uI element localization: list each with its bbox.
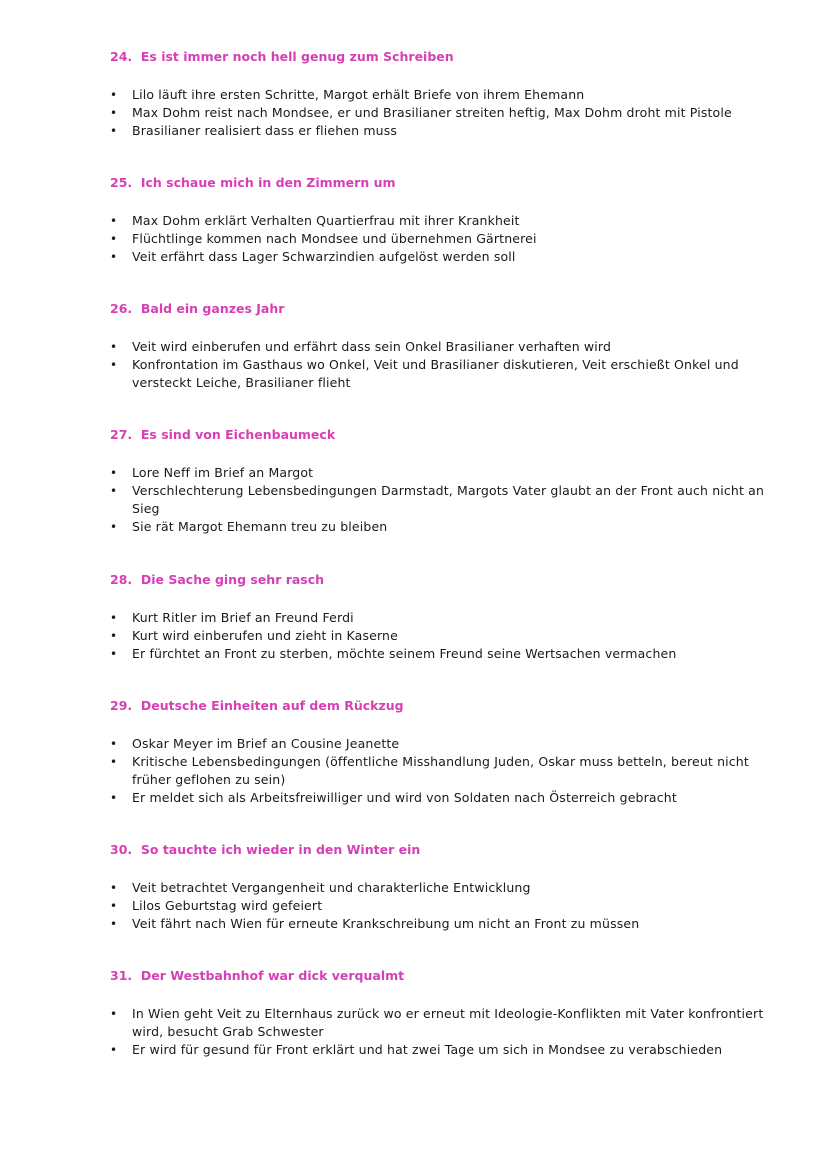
list-item xyxy=(110,879,772,897)
chapter-number: 26. xyxy=(110,301,133,316)
bullet-icon: • xyxy=(110,755,118,769)
bullet-text: Lore Neff im Brief an Margot xyxy=(132,465,314,480)
list-item xyxy=(110,248,772,266)
bullet-icon: • xyxy=(110,1043,118,1057)
chapter-number: 29. xyxy=(110,698,133,713)
chapter-28 xyxy=(110,572,770,663)
list-item xyxy=(110,645,772,663)
list-item xyxy=(110,915,772,933)
bullet-text: Er fürchtet an Front zu sterben, möchte seinem Freund seine Wertsachen vermachen xyxy=(132,646,677,661)
chapter-number: 25. xyxy=(110,175,133,190)
bullet-text: Kurt wird einberufen und zieht in Kaserne xyxy=(132,628,398,643)
list-item xyxy=(110,518,772,536)
chapter-31 xyxy=(110,968,770,1059)
list-item xyxy=(110,897,772,915)
bullet-icon: • xyxy=(110,791,118,805)
bullet-icon: • xyxy=(110,917,118,931)
bullet-list xyxy=(110,735,770,807)
bullet-text: Sie rät Margot Ehemann treu zu bleiben xyxy=(132,519,388,534)
bullet-text: Max Dohm reist nach Mondsee, er und Brasilianer streiten heftig, Max Dohm droht mit Pistole xyxy=(132,105,732,120)
bullet-icon: • xyxy=(110,899,118,913)
bullet-icon: • xyxy=(110,124,118,138)
bullet-icon: • xyxy=(110,484,118,498)
bullet-icon: • xyxy=(110,106,118,120)
list-item xyxy=(110,86,772,104)
list-item xyxy=(110,735,772,753)
chapter-title xyxy=(110,842,770,858)
chapter-title-text: Deutsche Einheiten auf dem Rückzug xyxy=(140,698,404,713)
bullet-list xyxy=(110,464,770,536)
list-item xyxy=(110,338,772,356)
chapter-27 xyxy=(110,427,770,536)
chapter-30 xyxy=(110,842,770,933)
chapter-title-text: Bald ein ganzes Jahr xyxy=(140,301,285,316)
bullet-text: Veit erfährt dass Lager Schwarzindien aufgelöst werden soll xyxy=(132,249,516,264)
chapter-number: 30. xyxy=(110,842,133,857)
chapter-number: 24. xyxy=(110,49,133,64)
list-item xyxy=(110,753,772,789)
list-item xyxy=(110,104,772,122)
bullet-text: Er meldet sich als Arbeitsfreiwilliger und wird von Soldaten nach Österreich gebracht xyxy=(132,790,677,805)
bullet-text: Brasilianer realisiert dass er fliehen muss xyxy=(132,123,398,138)
chapter-title-text: So tauchte ich wieder in den Winter ein xyxy=(140,842,421,857)
chapter-25 xyxy=(110,175,770,266)
list-item xyxy=(110,122,772,140)
bullet-icon: • xyxy=(110,737,118,751)
list-item xyxy=(110,356,772,392)
bullet-text: Lilo läuft ihre ersten Schritte, Margot erhält Briefe von ihrem Ehemann xyxy=(132,87,585,102)
chapter-title-text: Ich schaue mich in den Zimmern um xyxy=(140,175,396,190)
bullet-list xyxy=(110,86,770,140)
bullet-text: Max Dohm erklärt Verhalten Quartierfrau mit ihrer Krankheit xyxy=(132,213,520,228)
bullet-text: Veit wird einberufen und erfährt dass sein Onkel Brasilianer verhaften wird xyxy=(132,339,612,354)
list-item xyxy=(110,212,772,230)
bullet-icon: • xyxy=(110,520,118,534)
bullet-icon: • xyxy=(110,232,118,246)
bullet-text: Veit betrachtet Vergangenheit und charakterliche Entwicklung xyxy=(132,880,531,895)
chapter-number: 27. xyxy=(110,427,133,442)
chapter-title-text: Es ist immer noch hell genug zum Schreiben xyxy=(140,49,454,64)
bullet-icon: • xyxy=(110,214,118,228)
chapter-title-text: Die Sache ging sehr rasch xyxy=(140,572,325,587)
bullet-text: Konfrontation im Gasthaus wo Onkel, Veit und Brasilianer diskutieren, Veit erschießt Onkel und versteckt Leiche, Brasilianer flieht xyxy=(132,357,739,390)
bullet-list xyxy=(110,609,770,663)
bullet-text: Er wird für gesund für Front erklärt und hat zwei Tage um sich in Mondsee zu verabschieden xyxy=(132,1042,723,1057)
list-item xyxy=(110,609,772,627)
list-item xyxy=(110,1005,772,1041)
chapter-24 xyxy=(110,49,770,140)
bullet-list xyxy=(110,1005,770,1059)
list-item xyxy=(110,464,772,482)
bullet-text: Kritische Lebensbedingungen (öffentliche Misshandlung Juden, Oskar muss betteln, bereut nicht früher geflohen zu sein) xyxy=(132,754,749,787)
bullet-text: Veit fährt nach Wien für erneute Krankschreibung um nicht an Front zu müssen xyxy=(132,916,640,931)
bullet-icon: • xyxy=(110,250,118,264)
chapter-26 xyxy=(110,301,770,392)
chapter-title xyxy=(110,572,770,588)
bullet-list xyxy=(110,879,770,933)
bullet-icon: • xyxy=(110,647,118,661)
bullet-list xyxy=(110,212,770,266)
chapter-title xyxy=(110,427,770,443)
bullet-icon: • xyxy=(110,466,118,480)
chapter-title xyxy=(110,301,770,317)
chapter-29 xyxy=(110,698,770,807)
bullet-list xyxy=(110,338,770,392)
list-item xyxy=(110,230,772,248)
bullet-text: Verschlechterung Lebensbedingungen Darmstadt, Margots Vater glaubt an der Front auch nicht an Sieg xyxy=(132,483,765,516)
bullet-icon: • xyxy=(110,881,118,895)
chapter-title xyxy=(110,175,770,191)
bullet-text: In Wien geht Veit zu Elternhaus zurück wo er erneut mit Ideologie-Konflikten mit Vater konfrontiert wird, besucht Grab Schwester xyxy=(132,1006,764,1039)
bullet-icon: • xyxy=(110,88,118,102)
bullet-text: Lilos Geburtstag wird gefeiert xyxy=(132,898,323,913)
chapter-title xyxy=(110,698,770,714)
bullet-icon: • xyxy=(110,629,118,643)
chapter-number: 28. xyxy=(110,572,133,587)
list-item xyxy=(110,627,772,645)
list-item xyxy=(110,789,772,807)
chapter-number: 31. xyxy=(110,968,133,983)
bullet-icon: • xyxy=(110,611,118,625)
list-item xyxy=(110,482,772,518)
bullet-text: Oskar Meyer im Brief an Cousine Jeanette xyxy=(132,736,400,751)
bullet-icon: • xyxy=(110,340,118,354)
bullet-icon: • xyxy=(110,1007,118,1021)
bullet-text: Flüchtlinge kommen nach Mondsee und übernehmen Gärtnerei xyxy=(132,231,537,246)
chapter-title xyxy=(110,968,770,984)
chapter-title-text: Der Westbahnhof war dick verqualmt xyxy=(140,968,405,983)
list-item xyxy=(110,1041,772,1059)
chapter-title xyxy=(110,49,770,65)
chapter-title-text: Es sind von Eichenbaumeck xyxy=(140,427,336,442)
bullet-icon: • xyxy=(110,358,118,372)
bullet-text: Kurt Ritler im Brief an Freund Ferdi xyxy=(132,610,354,625)
